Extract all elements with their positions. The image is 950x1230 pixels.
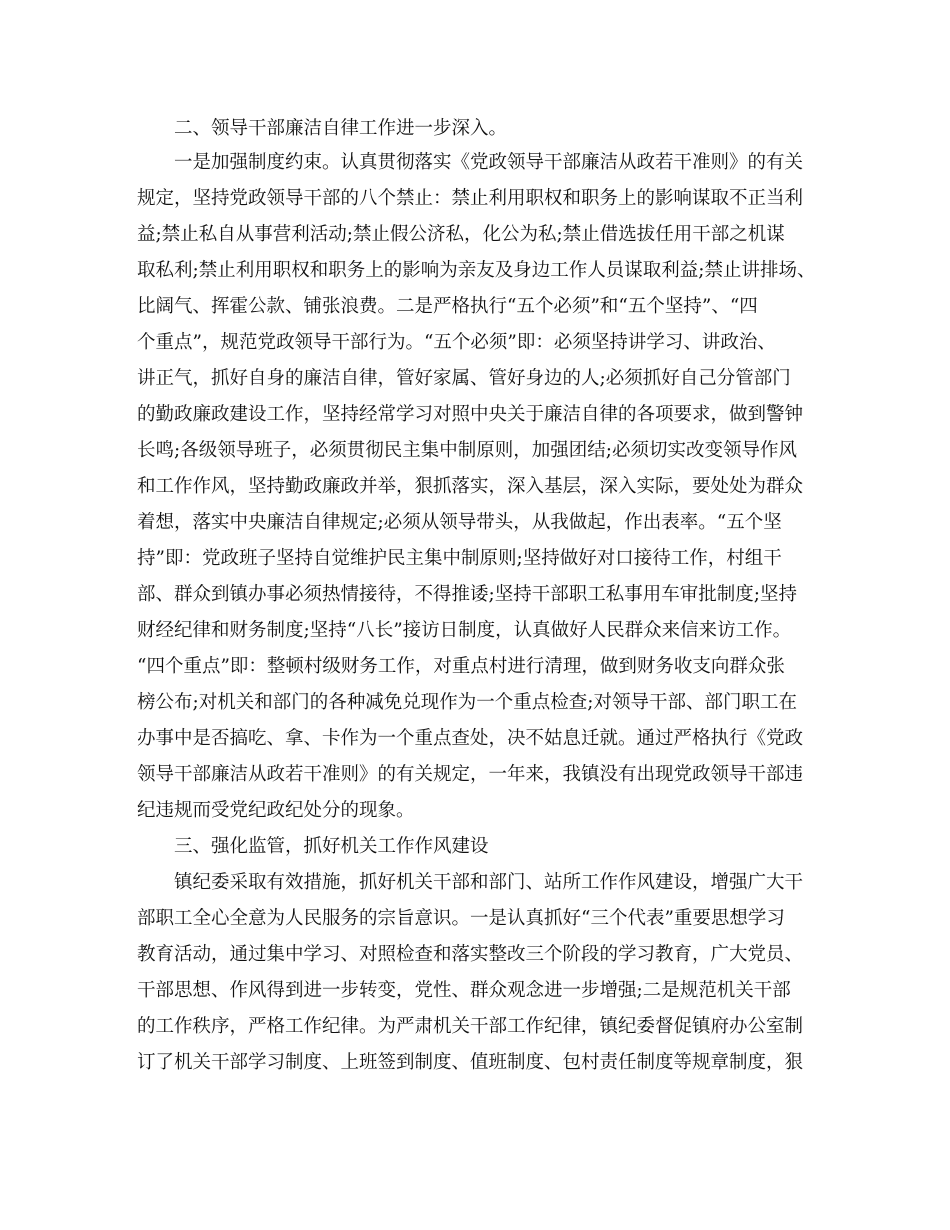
text-line: 持”即：党政班子坚持自觉维护民主集中制原则;坚持做好对口接待工作，村组干 [137, 548, 782, 569]
text-line: 长鸣;各级领导班子，必须贯彻民主集中制原则，加强团结;必须切实改变领导作风 [137, 440, 797, 461]
text-line: 取私利;禁止利用职权和职务上的影响为亲友及身边工作人员谋取利益;禁止讲排场、 [137, 260, 816, 281]
text-line: 一是加强制度约束。认真贯彻落实《党政领导干部廉洁从政若干准则》的有关 [174, 152, 804, 173]
text-line: 着想，落实中央廉洁自律规定;必须从领导带头，从我做起，作出表率。“五个坚 [137, 512, 782, 533]
text-line: 教育活动，通过集中学习、对照检查和落实整改三个阶段的学习教育，广大党员、 [137, 944, 804, 965]
text-line: 办事中是否搞吃、拿、卡作为一个重点查处，决不姑息迁就。通过严格执行《党政 [137, 728, 804, 749]
text-line: 领导干部廉洁从政若干准则》的有关规定，一年来，我镇没有出现党政领导干部违 [137, 764, 804, 785]
text-line: 的勤政廉政建设工作，坚持经常学习对照中央关于廉洁自律的各项要求，做到警钟 [137, 404, 804, 425]
text-line: 益;禁止私自从事营利活动;禁止假公济私，化公为私;禁止借选拔任用干部之机谋 [137, 224, 785, 245]
text-line: 比阔气、挥霍公款、铺张浪费。二是严格执行“五个必须”和“五个坚持”、“四 [137, 296, 758, 317]
text-line: 订了机关干部学习制度、上班签到制度、值班制度、包村责任制度等规章制度，狠 [137, 1052, 804, 1073]
text-line: 财经纪律和财务制度;坚持“八长”接访日制度，认真做好人民群众来信来访工作。 [137, 620, 792, 641]
text-line: “四个重点”即：整顿村级财务工作，对重点村进行清理，做到财务收支向群众张 [137, 656, 785, 677]
text-line: 讲正气，抓好自身的廉洁自律，管好家属、管好身边的人;必须抓好自己分管部门 [137, 368, 791, 389]
text-line: 个重点”，规范党政领导干部行为。“五个必须”即：必须坚持讲学习、讲政治、 [137, 332, 776, 353]
text-line: 和工作作风，坚持勤政廉政并举，狠抓落实，深入基层，深入实际，要处处为群众 [137, 476, 804, 497]
text-line: 干部思想、作风得到进一步转变，党性、群众观念进一步增强;二是规范机关干部 [137, 980, 791, 1001]
text-line: 三、强化监管，抓好机关工作作风建设 [174, 836, 489, 857]
text-line: 部职工全心全意为人民服务的宗旨意识。一是认真抓好“三个代表”重要思想学习 [137, 908, 785, 929]
text-line: 镇纪委采取有效措施，抓好机关干部和部门、站所工作作风建设，增强广大干 [174, 872, 804, 893]
text-line: 榜公布;对机关和部门的各种减免兑现作为一个重点检查;对领导干部、部门职工在 [137, 692, 797, 713]
text-line: 部、群众到镇办事必须热情接待，不得推诿;坚持干部职工私事用车审批制度;坚持 [137, 584, 797, 605]
text-line: 的工作秩序，严格工作纪律。为严肃机关干部工作纪律，镇纪委督促镇府办公室制 [137, 1016, 804, 1037]
text-line: 纪违规而受党纪政纪处分的现象。 [137, 800, 415, 821]
text-line: 二、领导干部廉洁自律工作进一步深入。 [174, 118, 508, 139]
text-line: 规定，坚持党政领导干部的八个禁止：禁止利用职权和职务上的影响谋取不正当利 [137, 188, 804, 209]
